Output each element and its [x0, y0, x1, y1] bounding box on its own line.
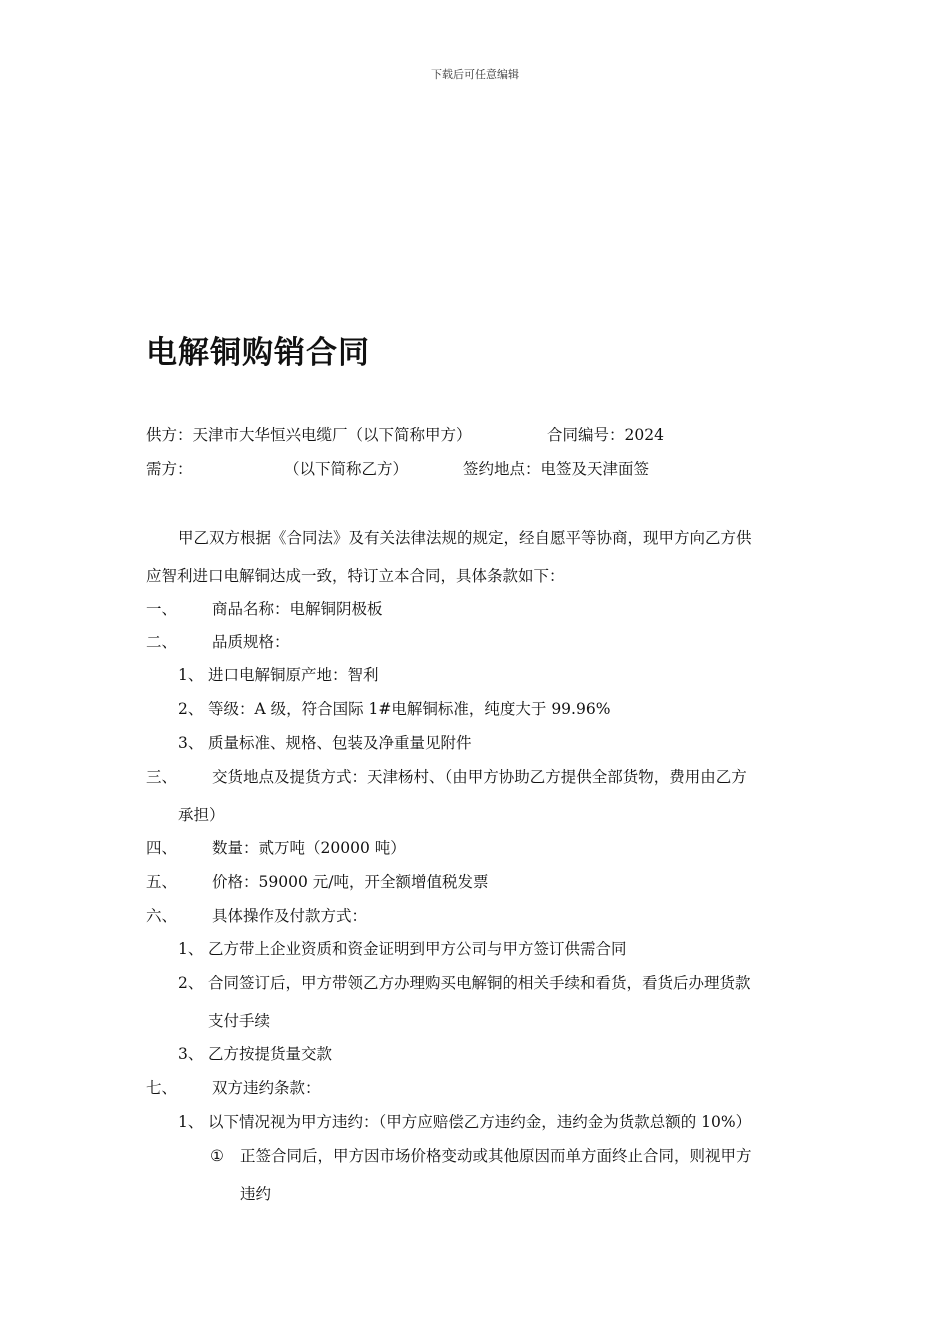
supplier-line — [146, 425, 472, 445]
contract-no-label: 合同编号： — [547, 426, 625, 444]
supplier-label: 供方： — [146, 426, 193, 444]
clause-number: 一、 — [146, 600, 178, 618]
clause-number: 五、 — [146, 873, 178, 891]
item-number: 1、 — [178, 1113, 204, 1131]
clause-text: 价格：59000 元/吨，开全额增值税发票 — [212, 873, 489, 891]
sign-place-value: 电签及天津面签 — [540, 460, 650, 478]
item-number: 3、 — [178, 1045, 204, 1063]
breach-item-1 — [178, 1112, 751, 1132]
clause-4 — [146, 838, 406, 858]
intro-line-1: 甲乙双方根据《合同法》及有关法律法规的规定，经自愿平等协商，现甲方向乙方供 — [178, 529, 752, 547]
buyer-label: 需方： — [146, 460, 193, 478]
quality-item-2 — [178, 699, 610, 719]
payment-item-2-continued: 支付手续 — [208, 1012, 271, 1030]
quality-item-1 — [178, 665, 379, 685]
breach-sub-item-1-continued: 违约 — [240, 1185, 272, 1203]
clause-text: 具体操作及付款方式： — [212, 907, 368, 925]
contract-no-value: 2024 — [624, 426, 664, 444]
payment-item-3 — [178, 1044, 332, 1064]
contract-no-line — [547, 425, 664, 445]
clause-text: 数量：贰万吨（20000 吨） — [212, 839, 406, 857]
payment-item-1 — [178, 939, 627, 959]
clause-3-continued: 承担） — [178, 806, 225, 824]
item-text: 合同签订后，甲方带领乙方办理购买电解铜的相关手续和看货，看货后办理货款 — [208, 974, 751, 992]
quality-item-3 — [178, 733, 472, 753]
item-text: 质量标准、规格、包装及净重量见附件 — [208, 734, 472, 752]
item-number: 1、 — [178, 666, 204, 684]
clause-5 — [146, 872, 488, 892]
clause-text: 双方违约条款： — [212, 1079, 321, 1097]
item-text: 等级：A 级，符合国际 1#电解铜标准，纯度大于 99.96% — [208, 700, 611, 718]
intro-line-2: 应智利进口电解铜达成一致，特订立本合同，具体条款如下： — [146, 567, 565, 585]
clause-2 — [146, 632, 290, 652]
item-number: ① — [210, 1147, 224, 1165]
clause-number: 七、 — [146, 1079, 178, 1097]
clause-7 — [146, 1078, 321, 1098]
item-number: 2、 — [178, 974, 204, 992]
payment-item-2 — [178, 973, 751, 993]
clause-number: 三、 — [146, 768, 178, 786]
item-number: 3、 — [178, 734, 204, 752]
breach-sub-item-1 — [210, 1146, 752, 1166]
clause-text: 品质规格： — [212, 633, 290, 651]
item-text: 以下情况视为甲方违约：（甲方应赔偿乙方违约金，违约金为货款总额的 10%） — [208, 1113, 752, 1131]
item-text: 正签合同后，甲方因市场价格变动或其他原因而单方面终止合同，则视甲方 — [240, 1147, 752, 1165]
clause-number: 二、 — [146, 633, 178, 651]
clause-3 — [146, 767, 747, 787]
document-title: 电解铜购销合同 — [146, 335, 370, 371]
item-number: 1、 — [178, 940, 204, 958]
clause-number: 六、 — [146, 907, 178, 925]
clause-text: 交货地点及提货方式：天津杨村、（由甲方协助乙方提供全部货物，费用由乙方 — [212, 768, 747, 786]
clause-1 — [146, 599, 383, 619]
item-text: 乙方带上企业资质和资金证明到甲方公司与甲方签订供需合同 — [208, 940, 627, 958]
sign-place-label: 签约地点： — [463, 460, 541, 478]
buyer-name: （以下简称乙方） — [284, 460, 409, 478]
clause-number: 四、 — [146, 839, 178, 857]
clause-text: 商品名称：电解铜阴极板 — [212, 600, 383, 618]
supplier-name: 天津市大华恒兴电缆厂（以下简称甲方） — [192, 426, 472, 444]
clause-6 — [146, 906, 367, 926]
sign-place-line — [463, 459, 649, 479]
item-number: 2、 — [178, 700, 204, 718]
item-text: 进口电解铜原产地：智利 — [208, 666, 379, 684]
header-note: 下载后可任意编辑 — [431, 68, 519, 81]
item-text: 乙方按提货量交款 — [208, 1045, 333, 1063]
